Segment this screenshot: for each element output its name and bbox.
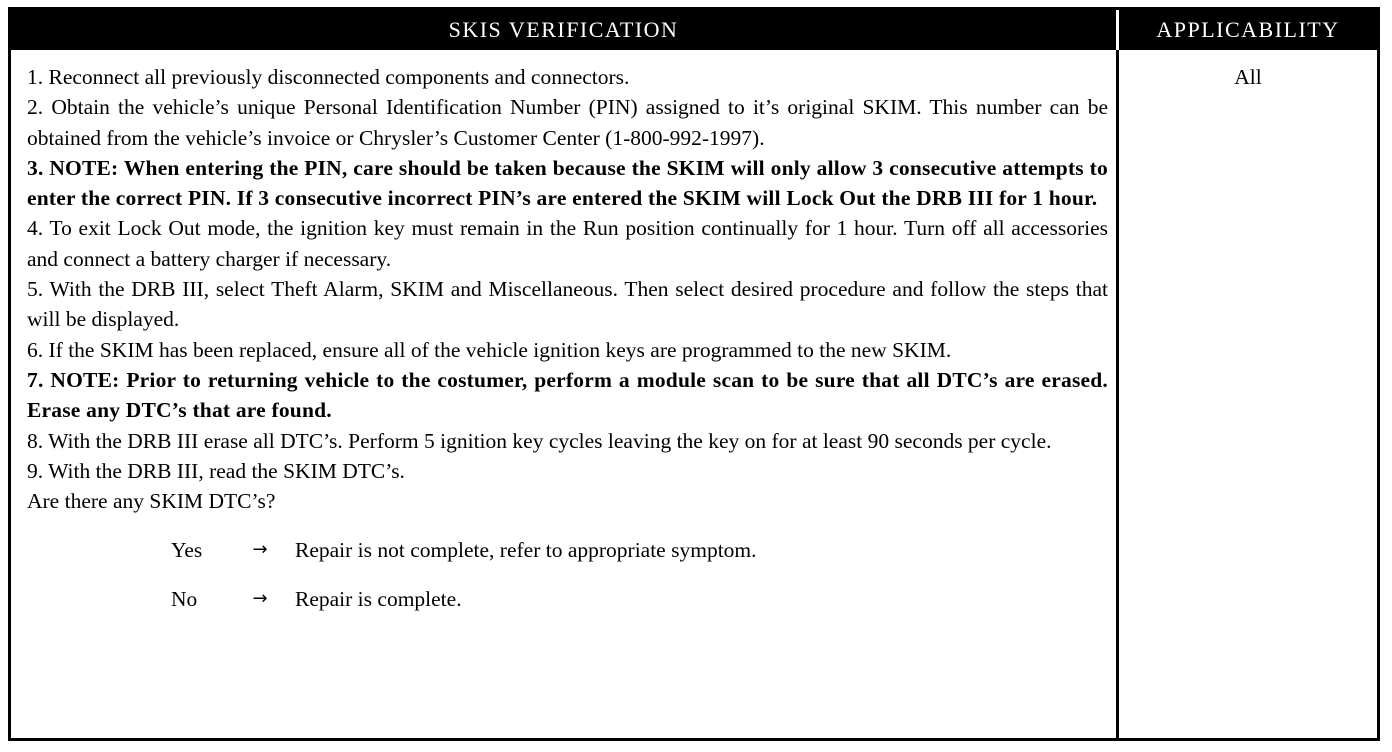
outcome-yes-text: Repair is not complete, refer to appropriate symptom. (295, 538, 757, 563)
outcome-yes-label: Yes (171, 538, 203, 563)
step-1: 1. Reconnect all previously disconnected components and connectors. (27, 65, 630, 89)
step-7-note: 7. NOTE: Prior to returning vehicle to the costumer, perform a module scan to be sure that all DTC’s are erased. Erase any DTC’s that are found. (27, 367, 1108, 423)
right-arrow-icon: → (252, 588, 268, 610)
step-3-note: 3. NOTE: When entering the PIN, care should be taken because the SKIM will only allow 3 consecutive attempts to enter the correct PIN. If 3 consecutive incorrect PIN’s are entered the SKIM will Lock Out the DRB III for 1 hour. (27, 155, 1108, 211)
outcome-no-text: Repair is complete. (295, 587, 462, 612)
outcome-no (27, 584, 1108, 614)
step-8: 8. With the DRB III erase all DTC’s. Perform 5 ignition key cycles leaving the key on for at least 90 seconds per cycle. (27, 428, 1052, 453)
step-5: 5. With the DRB III, select Theft Alarm, SKIM and Miscellaneous. Then select desired procedure and follow the steps that will be displayed. (27, 277, 1108, 332)
step-4: 4. To exit Lock Out mode, the ignition key must remain in the Run position continually for 1 hour. Turn off all accessories and connect a battery charger if necessary. (27, 216, 1108, 271)
applicability-header: APPLICABILITY (1119, 10, 1377, 50)
verification-header: SKIS VERIFICATION (11, 10, 1119, 50)
question: Are there any SKIM DTC’s? (27, 489, 276, 514)
outcome-yes (27, 535, 1108, 565)
step-9: 9. With the DRB III, read the SKIM DTC’s. (27, 458, 405, 483)
right-arrow-icon: → (252, 539, 268, 561)
skis-verification-table (8, 7, 1380, 741)
applicability-value: All (1234, 65, 1262, 89)
verification-steps (11, 50, 1119, 738)
applicability-cell (1119, 50, 1377, 738)
step-2: 2. Obtain the vehicle’s unique Personal Identification Number (PIN) assigned to it’s original SKIM. This number can be obtained from the vehicle’s invoice or Chrysler’s Customer Center (1-800-992-1997). (27, 95, 1108, 150)
step-6: 6. If the SKIM has been replaced, ensure all of the vehicle ignition keys are programmed to the new SKIM. (27, 337, 952, 362)
outcome-no-label: No (171, 587, 198, 612)
